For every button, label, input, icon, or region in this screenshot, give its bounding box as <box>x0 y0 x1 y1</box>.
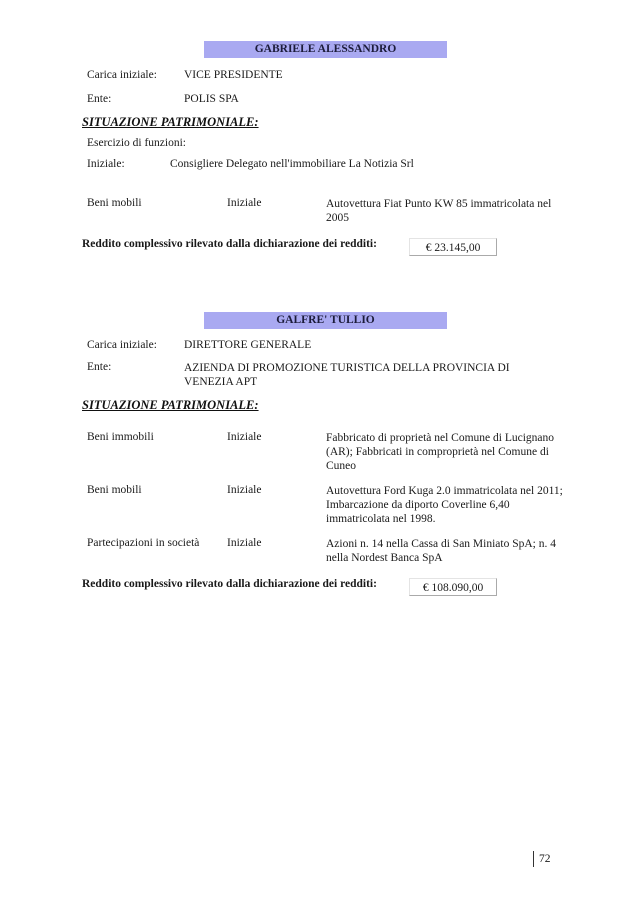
record-2-asset-3-description: Azioni n. 14 nella Cassa di San Miniato SpA; n. 4 nella Nordest Banca SpA <box>326 538 556 564</box>
page-number: 72 <box>533 851 551 867</box>
record-2-asset-2-status: Iniziale <box>227 484 262 496</box>
record-2-asset-2-description: Autovettura Ford Kuga 2.0 immatricolata nel 2011; Imbarcazione da diporto Coverline 6,40 immatricolata nel 1998. <box>326 485 563 525</box>
record-1-reddito-label: Reddito complessivo rilevato dalla dichiarazione dei redditi: <box>82 238 377 250</box>
record-2-situazione-title: SITUAZIONE PATRIMONIALE: <box>82 398 259 412</box>
record-2-name-bar: GALFRE' TULLIO <box>204 312 447 329</box>
record-1-esercizio-label: Esercizio di funzioni: <box>87 137 186 149</box>
record-1-ente-value: POLIS SPA <box>184 93 239 105</box>
record-2-asset-1-category: Beni immobili <box>87 431 154 443</box>
record-1-ente-label: Ente: <box>87 93 112 105</box>
record-2-ente-label: Ente: <box>87 361 112 373</box>
record-2-asset-1-status: Iniziale <box>227 431 262 443</box>
record-1-iniziale-label: Iniziale: <box>87 158 125 170</box>
record-2-asset-3-status: Iniziale <box>227 537 262 549</box>
record-1-asset-description: Autovettura Fiat Punto KW 85 immatricolata nel 2005 <box>326 198 552 224</box>
record-1-reddito-value: € 23.145,00 <box>409 238 497 256</box>
record-1-iniziale-value: Consigliere Delegato nell'immobiliare La Notizia Srl <box>170 158 414 170</box>
record-1-carica-label: Carica iniziale: <box>87 69 157 81</box>
record-1-situazione-title: SITUAZIONE PATRIMONIALE: <box>82 115 259 129</box>
record-2-carica-value: DIRETTORE GENERALE <box>184 339 312 351</box>
record-2-carica-label: Carica iniziale: <box>87 339 157 351</box>
record-2-asset-1-description: Fabbricato di proprietà nel Comune di Lucignano (AR); Fabbricati in comproprietà nel Comune di Cuneo <box>326 432 555 472</box>
record-2-reddito-label: Reddito complessivo rilevato dalla dichiarazione dei redditi: <box>82 578 377 590</box>
record-2-reddito-value: € 108.090,00 <box>409 578 497 596</box>
record-1-carica-value: VICE PRESIDENTE <box>184 69 283 81</box>
record-1-name-bar: GABRIELE ALESSANDRO <box>204 41 447 58</box>
record-1-asset-category: Beni mobili <box>87 197 142 209</box>
record-2-asset-3-category: Partecipazioni in società <box>87 537 200 549</box>
record-1-asset-status: Iniziale <box>227 197 262 209</box>
record-2-asset-2-category: Beni mobili <box>87 484 142 496</box>
record-2-ente-value: AZIENDA DI PROMOZIONE TURISTICA DELLA PROVINCIA DI VENEZIA APT <box>184 362 510 388</box>
